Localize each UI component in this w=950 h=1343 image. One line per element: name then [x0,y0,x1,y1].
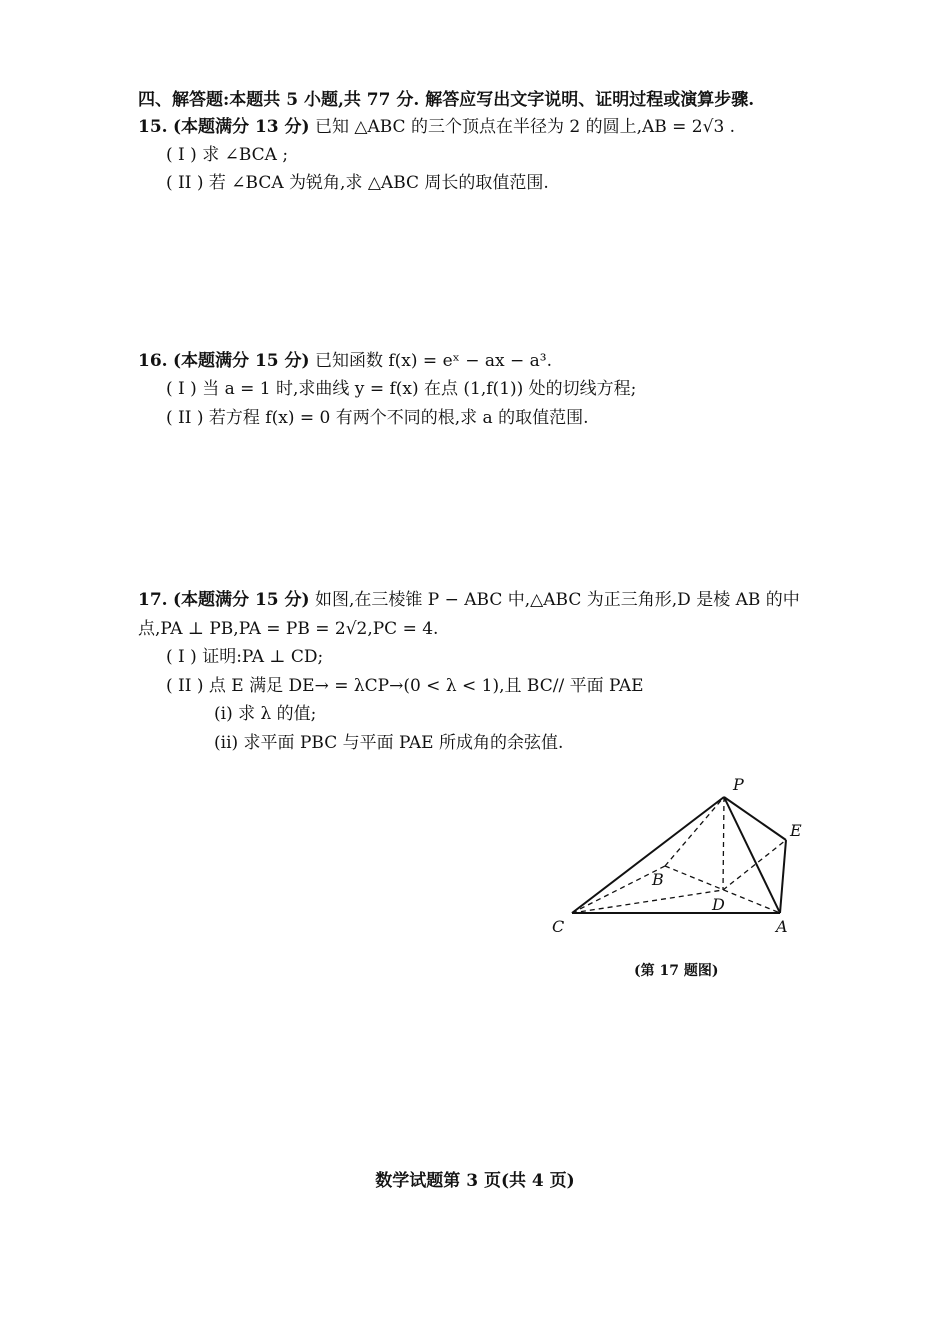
problem-16-number: 16. [138,351,168,371]
problem-17-text: 如图,在三棱锥 P − ABC 中,△ABC 为正三角形,D 是棱 AB 的中 [314,590,800,610]
edge-pc [572,797,724,913]
problem-15-part-1: ( I ) 求 ∠BCA ; [166,145,289,165]
problem-17-subpart-i: (i) 求 λ 的值; [214,704,317,724]
problem-15-text: 已知 △ABC 的三个顶点在半径为 2 的圆上,AB = 2√3 . [314,117,736,137]
page-footer: 数学试题第 3 页(共 4 页) [375,1171,575,1191]
edge-pd [723,797,724,890]
edge-de [723,840,786,890]
figure-caption: (第 17 题图) [634,963,719,979]
label-p: P [733,775,744,794]
problem-16-part-1: ( I ) 当 a = 1 时,求曲线 y = f(x) 在点 (1,f(1)) 处的切线方程; [166,379,637,399]
label-b: B [652,870,664,889]
label-a: A [776,917,788,936]
edge-cd [572,890,723,913]
label-d: D [712,895,725,914]
edge-ea [780,840,786,913]
problem-17-number: 17. [138,590,168,610]
problem-17-text-cont: 点,PA ⊥ PB,PA = PB = 2√2,PC = 4. [138,619,439,639]
edge-bp [665,797,724,866]
section-header: 四、解答题:本题共 5 小题,共 77 分. 解答应写出文字说明、证明过程或演算步骤. [138,90,755,110]
edge-pa [724,797,780,913]
label-e: E [790,821,802,840]
problem-15-stem [138,115,735,139]
problem-15-points: (本题满分 13 分) [172,117,310,137]
problem-17-subpart-ii: (ii) 求平面 PBC 与平面 PAE 所成角的余弦值. [214,733,564,753]
problem-17-points: (本题满分 15 分) [172,590,310,610]
problem-17-part-2: ( II ) 点 E 满足 DE→ = λCP→(0 < λ < 1),且 BC// 平面 PAE [166,676,644,696]
problem-16-stem [138,349,552,373]
problem-16-text: 已知函数 f(x) = eˣ − ax − a³. [314,351,553,371]
label-c: C [552,917,565,936]
tetrahedron-figure [540,770,830,945]
problem-16-part-2: ( II ) 若方程 f(x) = 0 有两个不同的根,求 a 的取值范围. [166,408,589,428]
problem-16-points: (本题满分 15 分) [172,351,310,371]
problem-17-stem [138,588,800,612]
problem-15-number: 15. [138,117,168,137]
problem-17-part-1: ( I ) 证明:PA ⊥ CD; [166,647,324,667]
problem-15-part-2: ( II ) 若 ∠BCA 为锐角,求 △ABC 周长的取值范围. [166,173,549,193]
